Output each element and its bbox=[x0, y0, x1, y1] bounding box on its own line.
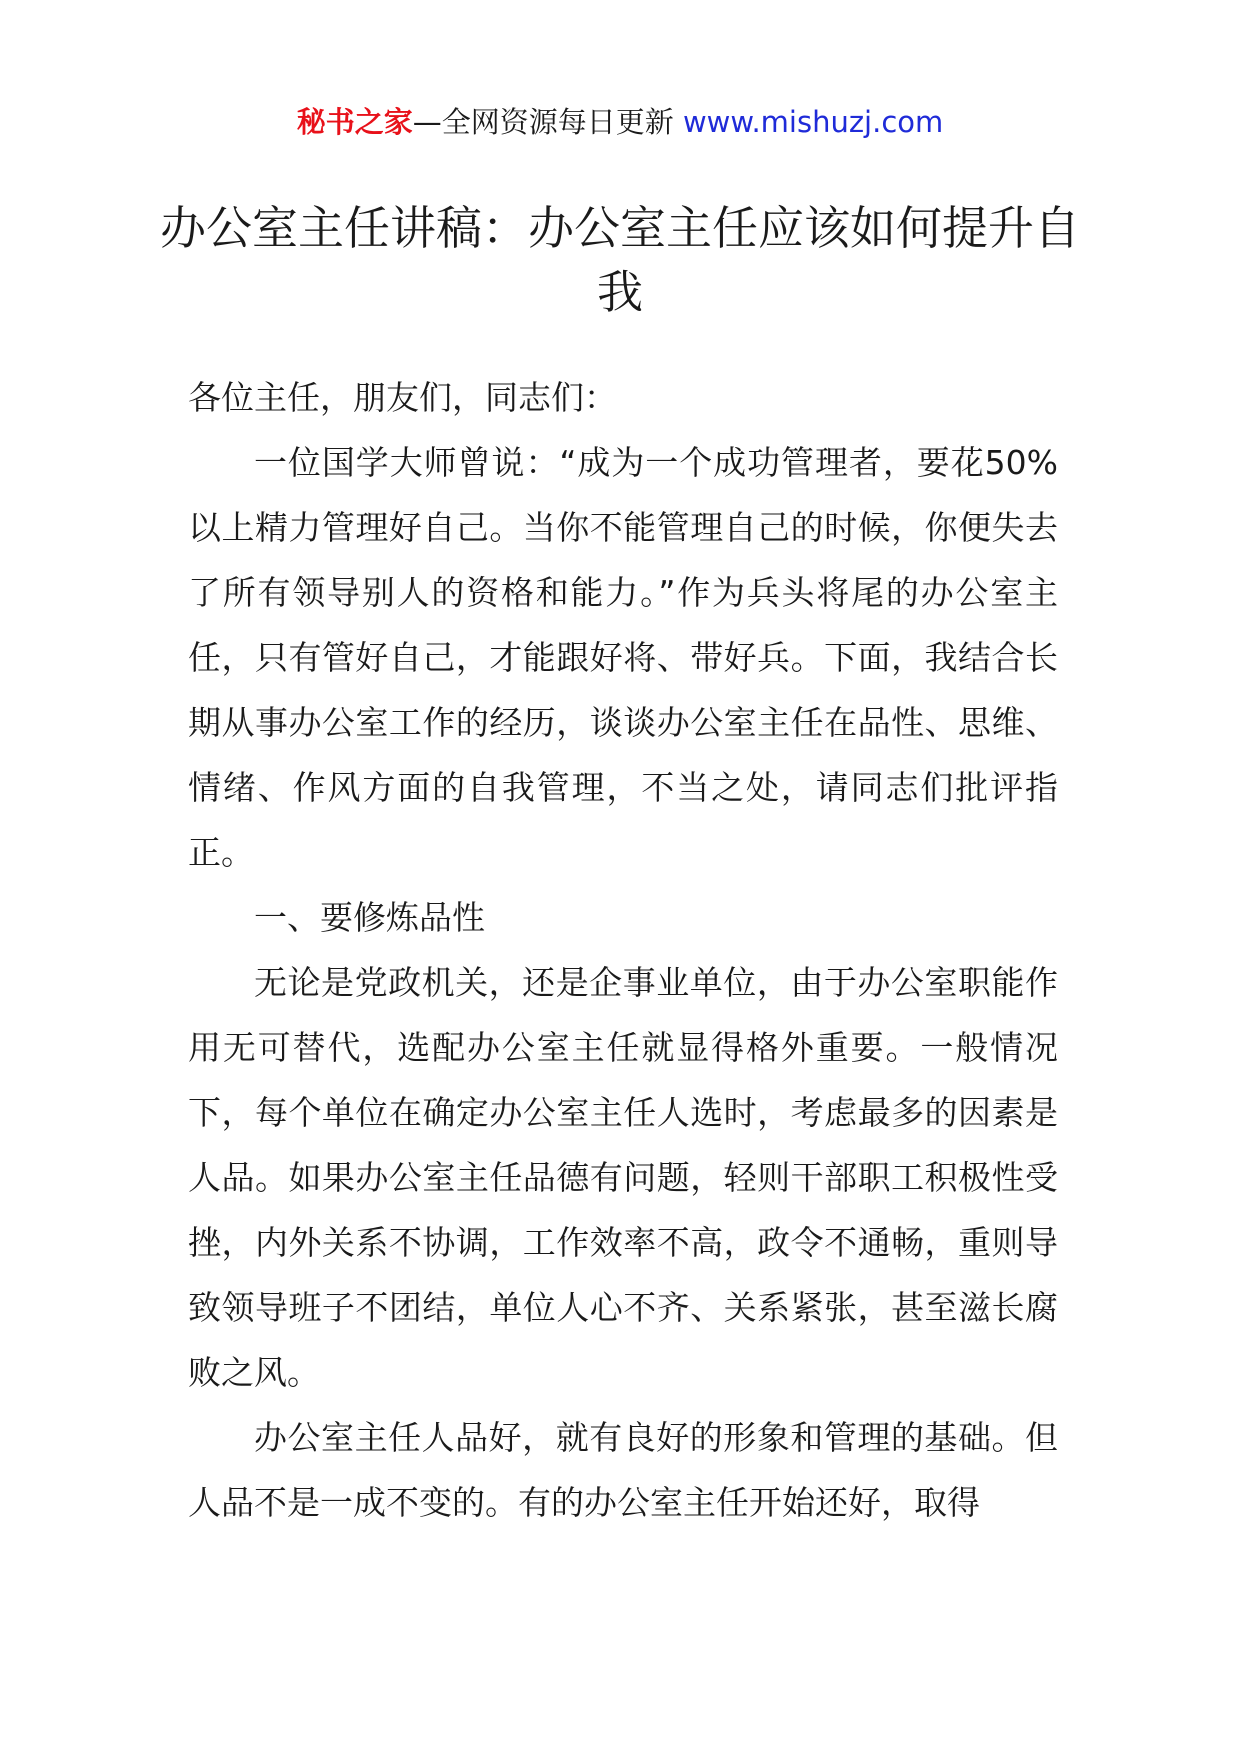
body-paragraph: 一位国学大师曾说：“成为一个成功管理者，要花50%以上精力管理好自己。当你不能管理自己的时候，你便失去了所有领导别人的资格和能力。”作为兵头将尾的办公室主任，只有管好自己，才能跟好将、带好兵。下面，我结合长期从事办公室工作的经历，谈谈办公室主任在品性、思维、情绪、作风方面的自我管理，不当之处，请同志们批评指正。 bbox=[188, 443, 1058, 872]
site-tagline: —全网资源每日更新 bbox=[412, 105, 683, 139]
body-paragraph: 办公室主任人品好，就有良好的形象和管理的基础。但人品不是一成不变的。有的办公室主任开始还好，取得 bbox=[188, 1418, 1058, 1522]
document-body bbox=[188, 365, 1058, 1535]
body-paragraph: 无论是党政机关，还是企事业单位，由于办公室职能作用无可替代，选配办公室主任就显得格外重要。一般情况下，每个单位在确定办公室主任人选时，考虑最多的因素是人品。如果办公室主任品德有问题，轻则干部职工积极性受挫，内外关系不协调，工作效率不高，政令不通畅，重则导致领导班子不团结，单位人心不齐、关系紧张，甚至滋长腐败之风。 bbox=[188, 963, 1058, 1392]
site-brand: 秘书之家 bbox=[296, 105, 413, 139]
document-title: 办公室主任讲稿：办公室主任应该如何提升自我 bbox=[160, 201, 1080, 319]
section-heading: 一、要修炼品性 bbox=[254, 898, 485, 937]
site-url-link[interactable]: www.mishuzj.com bbox=[682, 105, 944, 139]
site-header bbox=[0, 102, 1240, 142]
salutation-paragraph: 各位主任，朋友们，同志们： bbox=[188, 378, 617, 417]
